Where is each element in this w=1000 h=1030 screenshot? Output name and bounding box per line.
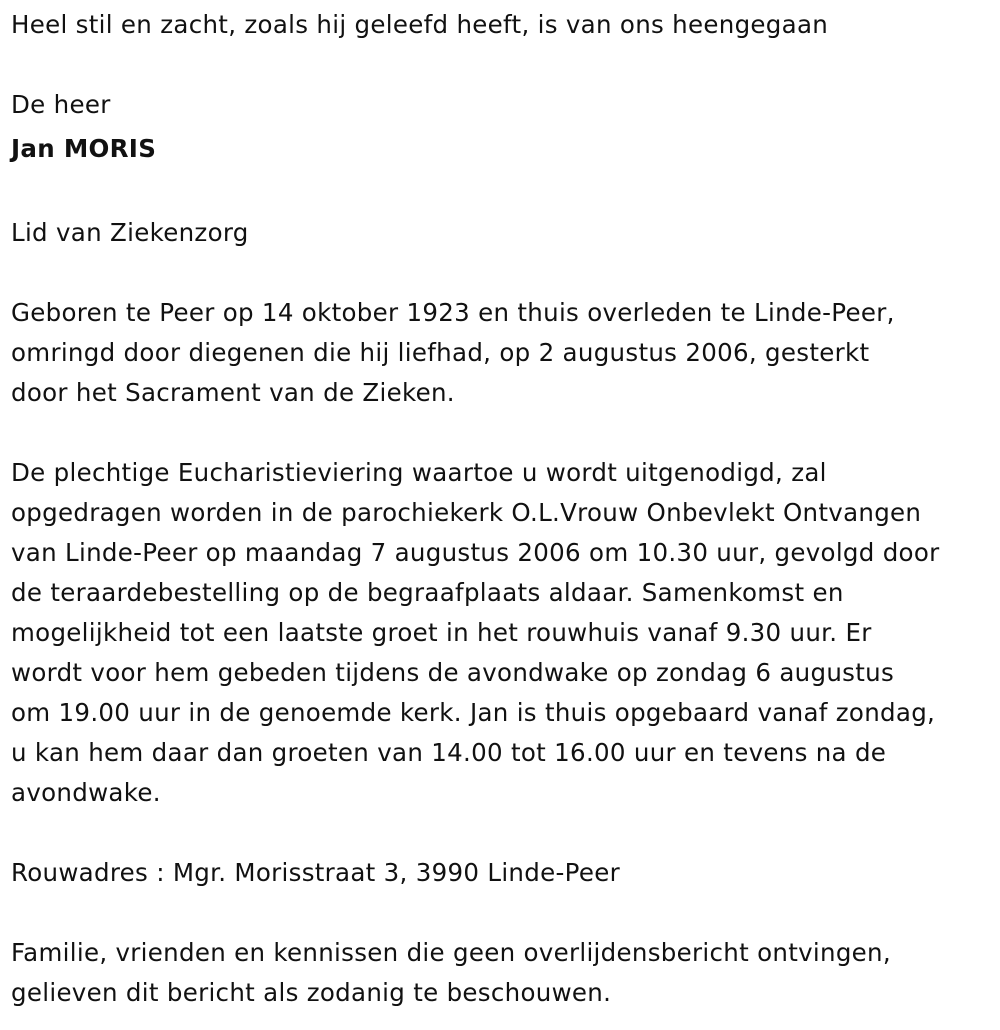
mourning-address: Rouwadres : Mgr. Morisstraat 3, 3990 Linde-Peer — [11, 858, 620, 887]
spacer — [11, 813, 996, 853]
spacer — [11, 253, 996, 293]
paragraph-line: om 19.00 uur in de genoemde kerk. Jan is thuis opgebaard vanaf zondag, — [11, 698, 936, 727]
paragraph-line: door het Sacrament van de Zieken. — [11, 378, 455, 407]
closing-paragraph — [11, 933, 996, 1013]
paragraph-line: gelieven dit bericht als zodanig te beschouwen. — [11, 978, 612, 1007]
ceremony-paragraph — [11, 453, 996, 813]
paragraph-line: van Linde-Peer op maandag 7 augustus 2006 om 10.30 uur, gevolgd door — [11, 538, 940, 567]
paragraph-line: omringd door diegenen die hij liefhad, op 2 augustus 2006, gesterkt — [11, 338, 870, 367]
deceased-name: Jan MORIS — [11, 134, 157, 163]
spacer — [11, 413, 996, 453]
paragraph-line: wordt voor hem gebeden tijdens de avondwake op zondag 6 augustus — [11, 658, 895, 687]
paragraph-line: Familie, vrienden en kennissen die geen overlijdensbericht ontvingen, — [11, 938, 891, 967]
spacer — [11, 173, 996, 213]
death-notice — [11, 5, 996, 1013]
paragraph-line: avondwake. — [11, 778, 161, 807]
paragraph-line: Geboren te Peer op 14 oktober 1923 en thuis overleden te Linde-Peer, — [11, 298, 895, 327]
birth-death-paragraph — [11, 293, 996, 413]
paragraph-line: opgedragen worden in de parochiekerk O.L.Vrouw Onbevlekt Ontvangen — [11, 498, 922, 527]
paragraph-line: De plechtige Eucharistieviering waartoe u wordt uitgenodigd, zal — [11, 458, 827, 487]
paragraph-line: u kan hem daar dan groeten van 14.00 tot 16.00 uur en tevens na de — [11, 738, 887, 767]
intro-line: Heel stil en zacht, zoals hij geleefd heeft, is van ons heengegaan — [11, 10, 829, 39]
paragraph-line: de teraardebestelling op de begraafplaats aldaar. Samenkomst en — [11, 578, 844, 607]
spacer — [11, 893, 996, 933]
paragraph-line: mogelijkheid tot een laatste groet in het rouwhuis vanaf 9.30 uur. Er — [11, 618, 872, 647]
membership-line: Lid van Ziekenzorg — [11, 218, 249, 247]
salutation: De heer — [11, 90, 111, 119]
spacer — [11, 45, 996, 85]
